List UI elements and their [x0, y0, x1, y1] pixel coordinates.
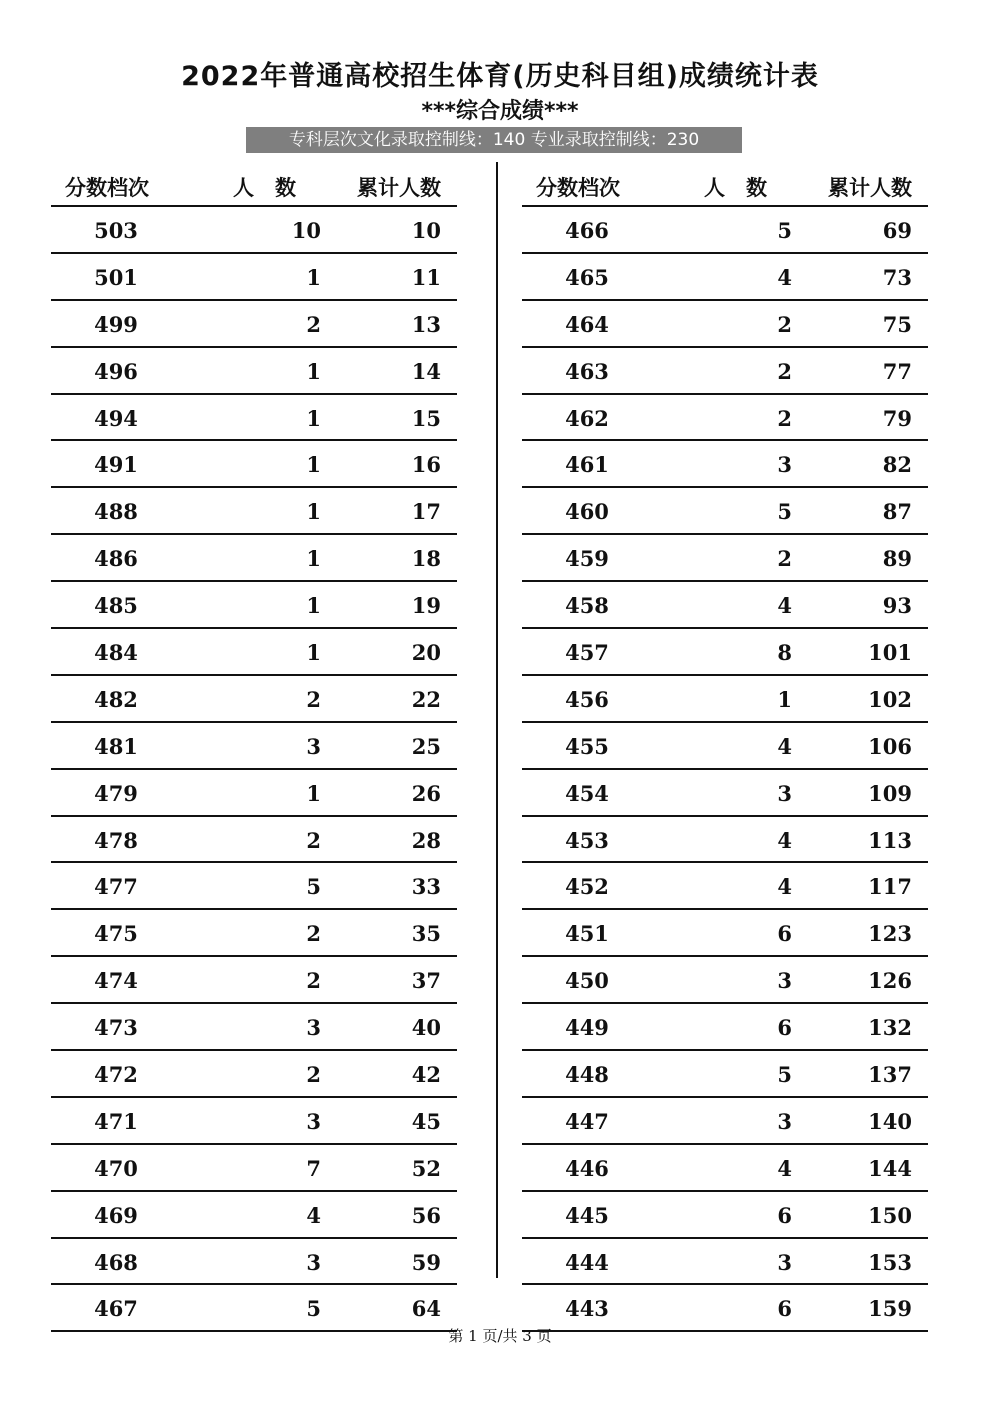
table-row	[522, 1051, 928, 1098]
score-cell: 471	[94, 1108, 138, 1134]
count-cell: 1	[306, 358, 321, 384]
cumulative-cell: 132	[868, 1015, 912, 1041]
table-row	[51, 441, 457, 488]
table-row	[51, 1192, 457, 1239]
score-cell: 485	[94, 593, 138, 619]
score-cell: 503	[94, 218, 138, 243]
table-row	[51, 817, 457, 864]
count-cell: 4	[306, 1202, 321, 1228]
table-row	[522, 535, 928, 582]
table-row	[51, 629, 457, 676]
table-header	[522, 164, 928, 207]
score-cell: 481	[94, 733, 138, 759]
score-cell: 465	[565, 264, 609, 290]
cumulative-cell: 126	[868, 968, 912, 994]
page-title: 2022年普通高校招生体育(历史科目组)成绩统计表	[181, 61, 819, 92]
cumulative-cell: 75	[882, 311, 912, 337]
header-cumulative: 累计人数	[828, 176, 912, 200]
score-cell: 455	[565, 733, 609, 759]
score-cell: 496	[94, 358, 138, 384]
table-row	[51, 863, 457, 910]
table-row	[522, 817, 928, 864]
score-cell: 467	[94, 1296, 138, 1322]
page-footer: 第 1 页/共 3 页	[448, 1327, 552, 1345]
table-row	[522, 348, 928, 395]
table-row	[51, 1239, 457, 1286]
count-cell: 1	[306, 452, 321, 478]
score-cell: 474	[94, 968, 138, 994]
cumulative-cell: 28	[411, 827, 441, 853]
score-cell: 460	[565, 499, 609, 525]
cumulative-cell: 77	[882, 358, 912, 384]
cumulative-cell: 40	[411, 1015, 441, 1041]
count-cell: 2	[306, 968, 321, 994]
cumulative-cell: 20	[411, 640, 441, 666]
score-cell: 463	[565, 358, 609, 384]
score-cell: 466	[565, 218, 609, 243]
count-cell: 4	[777, 733, 792, 759]
score-cell: 482	[94, 686, 138, 712]
count-cell: 7	[306, 1155, 321, 1181]
score-cell: 479	[94, 780, 138, 806]
count-cell: 4	[777, 593, 792, 619]
count-cell: 1	[306, 405, 321, 431]
score-cell: 449	[565, 1015, 609, 1041]
cumulative-cell: 35	[411, 921, 441, 947]
score-cell: 473	[94, 1015, 138, 1041]
score-cell: 444	[565, 1249, 609, 1275]
table-row	[51, 535, 457, 582]
cumulative-cell: 11	[411, 264, 441, 290]
score-cell: 445	[565, 1202, 609, 1228]
cumulative-cell: 159	[868, 1296, 912, 1322]
score-cell: 468	[94, 1249, 138, 1275]
table-row	[51, 1098, 457, 1145]
cumulative-cell: 19	[411, 593, 441, 619]
count-cell: 4	[777, 874, 792, 900]
score-cell: 469	[94, 1202, 138, 1228]
cumulative-cell: 69	[882, 218, 912, 243]
cumulative-cell: 106	[868, 733, 912, 759]
score-cell: 454	[565, 780, 609, 806]
count-cell: 3	[777, 968, 792, 994]
table-row	[51, 770, 457, 817]
table-row	[51, 1004, 457, 1051]
count-cell: 2	[306, 827, 321, 853]
count-cell: 5	[777, 499, 792, 525]
count-cell: 3	[777, 780, 792, 806]
cumulative-cell: 42	[411, 1062, 441, 1088]
cumulative-cell: 26	[411, 780, 441, 806]
table-row	[522, 395, 928, 442]
cumulative-cell: 153	[868, 1249, 912, 1275]
count-cell: 1	[306, 264, 321, 290]
header-score: 分数档次	[536, 176, 620, 200]
cumulative-cell: 52	[411, 1155, 441, 1181]
header-cumulative: 累计人数	[357, 176, 441, 200]
score-cell: 501	[94, 264, 138, 290]
table-row	[522, 1239, 928, 1286]
cumulative-cell: 59	[411, 1249, 441, 1275]
count-cell: 3	[777, 1108, 792, 1134]
table-row	[51, 676, 457, 723]
score-cell: 456	[565, 686, 609, 712]
count-cell: 2	[306, 311, 321, 337]
cumulative-cell: 109	[868, 780, 912, 806]
cumulative-cell: 25	[411, 733, 441, 759]
score-cell: 488	[94, 499, 138, 525]
count-cell: 2	[777, 358, 792, 384]
table-row	[51, 254, 457, 301]
table-row	[51, 1051, 457, 1098]
score-cell: 450	[565, 968, 609, 994]
table-row	[51, 723, 457, 770]
table-row	[522, 441, 928, 488]
cumulative-cell: 89	[882, 546, 912, 572]
count-cell: 10	[291, 218, 321, 243]
column-divider	[496, 162, 498, 1278]
table-body-right	[522, 207, 928, 1332]
count-cell: 3	[777, 1249, 792, 1275]
score-cell: 462	[565, 405, 609, 431]
count-cell: 2	[306, 686, 321, 712]
cumulative-cell: 140	[868, 1108, 912, 1134]
count-cell: 5	[306, 1296, 321, 1322]
table-row	[522, 629, 928, 676]
count-cell: 1	[306, 640, 321, 666]
score-cell: 494	[94, 405, 138, 431]
score-cell: 453	[565, 827, 609, 853]
cumulative-cell: 10	[411, 218, 441, 243]
table-row	[51, 488, 457, 535]
cumulative-cell: 82	[882, 452, 912, 478]
score-cell: 475	[94, 921, 138, 947]
score-cell: 461	[565, 452, 609, 478]
cumulative-cell: 56	[411, 1202, 441, 1228]
cumulative-cell: 22	[411, 686, 441, 712]
score-cell: 484	[94, 640, 138, 666]
count-cell: 6	[777, 1015, 792, 1041]
count-cell: 2	[306, 921, 321, 947]
cumulative-cell: 13	[411, 311, 441, 337]
score-cell: 478	[94, 827, 138, 853]
count-cell: 2	[777, 546, 792, 572]
cumulative-cell: 117	[868, 874, 912, 900]
cumulative-cell: 33	[411, 874, 441, 900]
cumulative-cell: 17	[411, 499, 441, 525]
header-count: 人 数	[233, 176, 296, 200]
table-row	[522, 1004, 928, 1051]
table-header	[51, 164, 457, 207]
score-cell: 446	[565, 1155, 609, 1181]
score-cell: 447	[565, 1108, 609, 1134]
count-cell: 6	[777, 1202, 792, 1228]
table-row	[522, 676, 928, 723]
cumulative-cell: 18	[411, 546, 441, 572]
count-cell: 2	[777, 311, 792, 337]
count-cell: 1	[777, 686, 792, 712]
count-cell: 1	[306, 593, 321, 619]
page-subtitle: ***综合成绩***	[421, 99, 579, 124]
cumulative-cell: 123	[868, 921, 912, 947]
cumulative-cell: 137	[868, 1062, 912, 1088]
table-row	[522, 1192, 928, 1239]
table-row	[51, 1145, 457, 1192]
cumulative-cell: 144	[868, 1155, 912, 1181]
score-table-left	[51, 164, 457, 1332]
table-row	[522, 957, 928, 1004]
table-row	[522, 863, 928, 910]
table-row	[51, 348, 457, 395]
table-row	[522, 770, 928, 817]
count-cell: 4	[777, 1155, 792, 1181]
count-cell: 3	[306, 733, 321, 759]
count-cell: 3	[306, 1108, 321, 1134]
count-cell: 6	[777, 921, 792, 947]
score-table-right	[522, 164, 928, 1332]
score-cell: 443	[565, 1296, 609, 1322]
score-cell: 457	[565, 640, 609, 666]
count-cell: 3	[777, 452, 792, 478]
count-cell: 4	[777, 264, 792, 290]
table-row	[522, 207, 928, 254]
score-cell: 464	[565, 311, 609, 337]
cumulative-cell: 150	[868, 1202, 912, 1228]
cumulative-cell: 113	[868, 827, 912, 853]
table-row	[51, 207, 457, 254]
cumulative-cell: 15	[411, 405, 441, 431]
count-cell: 1	[306, 499, 321, 525]
header-count: 人 数	[704, 176, 767, 200]
score-cell: 452	[565, 874, 609, 900]
count-cell: 4	[777, 827, 792, 853]
cumulative-cell: 101	[868, 640, 912, 666]
cumulative-cell: 14	[411, 358, 441, 384]
cumulative-cell: 16	[411, 452, 441, 478]
table-row	[522, 582, 928, 629]
count-cell: 5	[777, 218, 792, 243]
table-row	[51, 910, 457, 957]
count-cell: 5	[777, 1062, 792, 1088]
table-row	[522, 254, 928, 301]
score-cell: 491	[94, 452, 138, 478]
cumulative-cell: 37	[411, 968, 441, 994]
score-cell: 486	[94, 546, 138, 572]
table-row	[522, 488, 928, 535]
count-cell: 2	[777, 405, 792, 431]
count-cell: 5	[306, 874, 321, 900]
cumulative-cell: 45	[411, 1108, 441, 1134]
cumulative-cell: 87	[882, 499, 912, 525]
count-cell: 1	[306, 546, 321, 572]
count-cell: 2	[306, 1062, 321, 1088]
score-cell: 451	[565, 921, 609, 947]
cumulative-cell: 102	[868, 686, 912, 712]
table-row	[51, 301, 457, 348]
count-cell: 3	[306, 1249, 321, 1275]
count-cell: 1	[306, 780, 321, 806]
cumulative-cell: 73	[882, 264, 912, 290]
cumulative-cell: 79	[882, 405, 912, 431]
score-cell: 472	[94, 1062, 138, 1088]
table-row	[522, 1145, 928, 1192]
cumulative-cell: 93	[882, 593, 912, 619]
control-line-banner: 专科层次文化录取控制线：140 专业录取控制线：230	[246, 127, 742, 153]
count-cell: 6	[777, 1296, 792, 1322]
table-row	[51, 395, 457, 442]
header-score: 分数档次	[65, 176, 149, 200]
table-row	[51, 582, 457, 629]
table-row	[522, 1098, 928, 1145]
score-cell: 458	[565, 593, 609, 619]
table-row	[522, 301, 928, 348]
score-cell: 448	[565, 1062, 609, 1088]
score-cell: 470	[94, 1155, 138, 1181]
count-cell: 3	[306, 1015, 321, 1041]
table-row	[522, 723, 928, 770]
cumulative-cell: 64	[411, 1296, 441, 1322]
table-row	[522, 910, 928, 957]
score-cell: 477	[94, 874, 138, 900]
table-body-left	[51, 207, 457, 1332]
score-cell: 459	[565, 546, 609, 572]
count-cell: 8	[777, 640, 792, 666]
table-row	[51, 957, 457, 1004]
score-cell: 499	[94, 311, 138, 337]
